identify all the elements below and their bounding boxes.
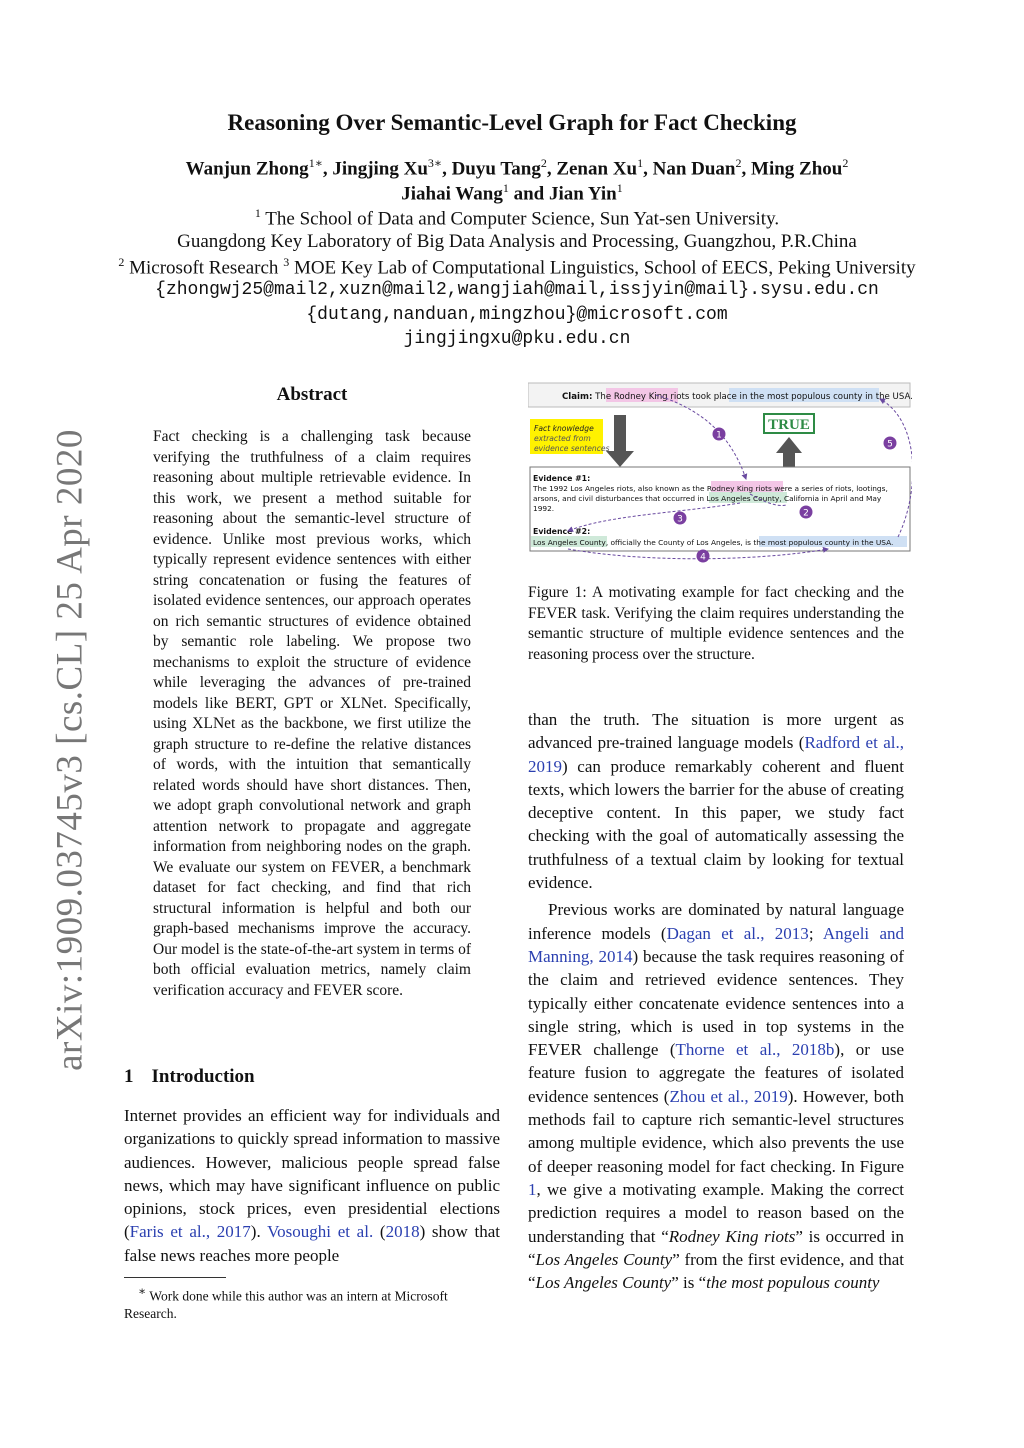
author-separator: , bbox=[546, 158, 557, 180]
citation-link[interactable]: Angeli and Manning, 2014 bbox=[528, 923, 904, 966]
paragraph-text: ” is “ bbox=[671, 1273, 707, 1293]
fact-knowledge-line: Fact knowledge bbox=[534, 424, 594, 433]
step-badge bbox=[713, 428, 726, 441]
citation-link[interactable]: Zhou et al., 2019 bbox=[669, 1086, 788, 1106]
author-separator: and bbox=[508, 183, 549, 205]
evidence-text: were a series of riots, lootings, bbox=[771, 484, 888, 493]
step-badge bbox=[884, 437, 897, 450]
claim-text bbox=[562, 392, 912, 402]
author-name: Wanjun Zhong bbox=[185, 158, 309, 180]
author-affil-mark: 2 bbox=[540, 156, 547, 170]
paragraph-text: , we give a motivating example. Making the correct prediction requires a model to reason based on the understanding that “ bbox=[528, 1179, 904, 1246]
author-affil-mark: 3∗ bbox=[427, 156, 443, 170]
paper-title: Reasoning Over Semantic-Level Graph for Fact Checking bbox=[227, 110, 797, 135]
author-name: Jingjing Xu bbox=[332, 158, 428, 180]
citation-link[interactable]: Thorne et al., 2018b bbox=[675, 1040, 835, 1060]
figure-reference-link[interactable]: 1 bbox=[528, 1179, 537, 1199]
evidence-text: , California in April and May bbox=[779, 494, 882, 503]
figure-1-diagram bbox=[528, 381, 912, 566]
author-affil-mark: 2 bbox=[842, 156, 849, 170]
email-line: {dutang,nanduan,mingzhou}@microsoft.com bbox=[306, 305, 728, 325]
up-arrow-icon bbox=[776, 437, 802, 467]
claim-pre: The bbox=[592, 392, 614, 402]
affiliation-text: MOE Key Lab of Computational Linguistics, School of EECS, Peking University bbox=[289, 257, 916, 279]
paragraph-text: ” is occurred in “ bbox=[528, 1226, 905, 1269]
evidence-2-line bbox=[533, 538, 893, 547]
paragraph-text: ” from the first evidence, and that “ bbox=[528, 1249, 905, 1293]
affiliation-line bbox=[0, 206, 1024, 230]
evidence-entity: the most populous county in the USA. bbox=[753, 538, 894, 547]
author-name: Jian Yin bbox=[548, 183, 617, 205]
footnote-text: Work done while this author was an intern at Microsoft Research. bbox=[124, 1288, 448, 1321]
author-separator: , bbox=[643, 158, 653, 180]
affil-mark: 2 bbox=[118, 255, 125, 269]
affil-mark: 3 bbox=[283, 255, 290, 269]
step-badge bbox=[800, 506, 813, 519]
section-number: 1 bbox=[124, 1066, 134, 1087]
email-line: {zhongwj25@mail2,xuzn@mail2,wangjiah@mail,issjyin@mail}.sysu.edu.cn bbox=[155, 280, 879, 300]
paragraph-text: ; bbox=[808, 923, 823, 943]
step-number: 4 bbox=[700, 552, 706, 563]
abstract-heading: Abstract bbox=[276, 384, 348, 405]
citation-link[interactable]: 2018 bbox=[385, 1222, 420, 1242]
fact-knowledge-line: extracted from bbox=[534, 434, 591, 443]
evidence-1-line bbox=[532, 484, 888, 493]
italic-phrase: Los Angeles County bbox=[535, 1273, 672, 1293]
footnote bbox=[124, 1283, 500, 1322]
paragraph bbox=[528, 708, 904, 894]
step-number: 2 bbox=[803, 508, 809, 519]
affiliation-line bbox=[0, 255, 1024, 279]
evidence-text: The 1992 Los Angeles riots, also known as the bbox=[533, 484, 707, 493]
paragraph-text: ) show that false news reaches more people bbox=[124, 1222, 500, 1265]
step-badge bbox=[697, 550, 710, 563]
citation-link[interactable]: Radford et al., 2019 bbox=[528, 733, 904, 776]
footnote-rule bbox=[124, 1277, 226, 1278]
intro-paragraph bbox=[124, 1104, 500, 1267]
author-name: Zenan Xu bbox=[556, 158, 638, 180]
paragraph-text: ). bbox=[250, 1222, 268, 1242]
paragraph-text: Internet provides an efficient way for individuals and organizations to quickly spread information to massive audiences. However, malicious people spread false news, which may have significant influence on public opinions, stock prices, even presidential elections ( bbox=[124, 1106, 500, 1242]
italic-phrase: the most populous county bbox=[706, 1273, 880, 1293]
affiliation-text: The School of Data and Computer Science, Sun Yat-sen University. bbox=[260, 208, 780, 230]
abstract-text: Fact checking is a challenging task because verifying the truthfulness of a claim requires reasoning about multiple retrievable evidence. In this work, we present a method suitable for reasoning about the semantic-level structure of evidence. Unlike most previous works, which typically represent evidence sentences with either string concatenation or fusing the features of isolated evidence sentences, our approach operates on rich semantic structures of evidence obtained by semantic role labeling. We propose two mechanisms to exploit the structure of evidence while leveraging the advances of pre-trained models like BERT, GPT or XLNet. Specifically, using XLNet as the backbone, we first utilize the graph structure to re-define the relative distances of words, with the intuition that semantically related words should have short distances. Then, we adopt graph convolutional network and graph attention network to propagate and aggregate information from neighboring nodes on the graph. We evaluate our system on FEVER, a benchmark dataset for fact checking, and find that rich structural information is helpful and both our graph-based mechanisms improve the accuracy. Our model is the state-of-the-art system in terms of both official evaluation metrics, namely claim verification accuracy and FEVER score. bbox=[153, 428, 471, 999]
affiliation-text: Microsoft Research bbox=[124, 257, 284, 279]
citation-link[interactable]: Dagan et al., 2013 bbox=[666, 923, 809, 943]
right-column-text bbox=[528, 708, 904, 1294]
claim-entity-1: Rodney King riots bbox=[613, 392, 690, 402]
evidence-text: , officially the County of Los Angeles, is bbox=[605, 538, 754, 547]
evidence-1-line: 1992. bbox=[533, 504, 555, 513]
italic-phrase: Rodney King riots bbox=[668, 1226, 796, 1246]
author-affil-mark: 1 bbox=[637, 156, 644, 170]
figure-caption: Figure 1: A motivating example for fact checking and the FEVER task. Verifying the claim requires understanding the semantic structure of multiple evidence sentences and the reasoning process over the structure. bbox=[528, 584, 904, 663]
affiliation-line: Guangdong Key Laboratory of Big Data Analysis and Processing, Guangzhou, P.R.China bbox=[177, 231, 857, 252]
figure-1 bbox=[528, 381, 912, 566]
paragraph bbox=[528, 898, 904, 1294]
author-name: Duyu Tang bbox=[451, 158, 541, 180]
email-line: jingjingxu@pku.edu.cn bbox=[403, 329, 631, 349]
affil-mark: 1 bbox=[254, 206, 261, 220]
evidence-entity: Los Angeles County bbox=[533, 538, 606, 547]
evidence-1-label: Evidence #1: bbox=[533, 474, 591, 483]
claim-label: Claim: bbox=[562, 392, 593, 402]
step-number: 5 bbox=[887, 439, 893, 450]
section-heading-introduction bbox=[124, 1066, 255, 1088]
author-separator: , bbox=[322, 158, 333, 180]
claim-entity-2: the most populous county in the USA. bbox=[750, 392, 912, 402]
author-affil-mark: 1 bbox=[616, 181, 623, 195]
author-separator: , bbox=[741, 158, 752, 180]
fact-knowledge-line: evidence sentences bbox=[534, 444, 610, 453]
citation-link[interactable]: Faris et al., 2017 bbox=[129, 1222, 251, 1242]
author-name: Ming Zhou bbox=[751, 158, 843, 180]
evidence-1-line bbox=[533, 494, 882, 503]
section-title: Introduction bbox=[151, 1066, 255, 1087]
evidence-2-label: Evidence #2: bbox=[533, 527, 591, 536]
author-separator: , bbox=[442, 158, 452, 180]
arxiv-stamp: arXiv:1909.03745v3 [cs.CL] 25 Apr 2020 bbox=[49, 429, 91, 1071]
paragraph-text: than the truth. The situation is more urgent as advanced pre-trained language models ( bbox=[528, 710, 904, 753]
author-name: Nan Duan bbox=[652, 158, 736, 180]
step-badge bbox=[674, 512, 687, 525]
author-list-line2 bbox=[0, 181, 1024, 205]
paragraph-text: ), or use feature fusion to aggregate the features of isolated evidence sentences ( bbox=[528, 1040, 904, 1106]
evidence-entity: Los Angeles County bbox=[706, 494, 780, 503]
author-affil-mark: 1 bbox=[502, 181, 509, 195]
author-affil-mark: 2 bbox=[735, 156, 742, 170]
down-arrow-icon bbox=[606, 415, 634, 467]
paragraph-text: Previous works are dominated by natural language inference models ( bbox=[528, 900, 904, 943]
author-list bbox=[0, 156, 1024, 180]
footnote-mark: ∗ bbox=[138, 1284, 147, 1298]
citation-link[interactable]: Vosoughi et al. bbox=[267, 1222, 374, 1242]
paragraph-text: ) can produce remarkably coherent and fluent texts, which lowers the barrier for the abuse of creating deceptive content. In this paper, we study fact checking with the goal of automatically assessing the truthfulness of a textual claim by looking for textual evidence. bbox=[528, 756, 904, 893]
step-number: 1 bbox=[716, 430, 722, 441]
paragraph-text: ( bbox=[373, 1222, 386, 1242]
step-number: 3 bbox=[677, 514, 683, 525]
paragraph-text: ) because the task requires reasoning of the claim and retrieved evidence sentences. They typically either concatenate evidence sentences into a single string, which is used in top systems in the FEVER challenge ( bbox=[528, 946, 904, 1060]
evidence-text: arsons, and civil disturbances that occurred in bbox=[533, 494, 707, 503]
verdict-label: TRUE bbox=[768, 417, 810, 433]
author-affil-mark: 1∗ bbox=[308, 156, 323, 170]
claim-mid: took place in bbox=[689, 392, 751, 402]
reasoning-path-1 bbox=[656, 395, 746, 479]
author-name: Jiahai Wang bbox=[401, 183, 503, 205]
evidence-entity: Rodney King riots bbox=[706, 484, 772, 493]
paragraph-text: ). However, both methods fail to capture rich semantic-level structures among multiple evidence, which also prevents the use of deeper reasoning model for fact checking. In Figure bbox=[528, 1086, 905, 1176]
italic-phrase: Los Angeles County bbox=[535, 1249, 673, 1269]
